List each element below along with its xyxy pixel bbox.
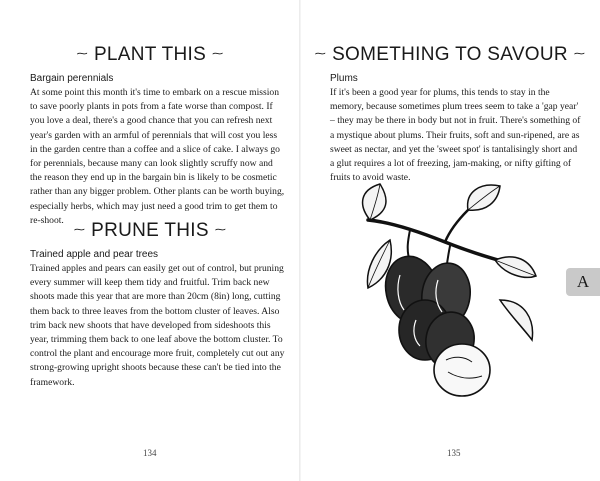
plant-subheading: Bargain perennials [30,73,114,84]
ornament-icon: ⁓ [73,224,86,236]
ornament-icon: ⁓ [212,48,224,60]
prune-this-heading: ⁓ PRUNE THIS ⁓ [0,220,300,242]
section-tab-letter: A [576,272,590,291]
page-number-left: 134 [143,448,157,458]
section-tab [566,268,600,296]
ornament-icon: ⁓ [214,224,227,236]
ornament-icon: ⁓ [573,48,586,60]
plant-this-heading: ⁓ PLANT THIS ⁓ [0,44,300,66]
ornament-icon: ⁓ [314,48,327,60]
plums-body-text: If it's been a good year for plums, this tends to stay in the memory, because sometimes plum trees seem to take a 'gap year' – they may be there in body but not in fruit. There's something of a mystique about plums. Their fruits, soft and sun-ripened, are as sweet as nectar, and yet the 'sweet spot' is tantalisingly short and a glut requires a lot of freezing, jam-making, or nifty gifting of fruits to avoid waste. [330,87,581,184]
page-number-right: 135 [447,448,461,458]
prune-subheading: Trained apple and pear trees [30,249,159,260]
plums-subheading: Plums [330,73,358,84]
prune-body-text: Trained apples and pears can easily get out of control, but pruning every summer will keep them tidy and fruitful. Trim back new shoots made this year that are more than 20cm (8in) long, cutting them back to three leaves from the bottom cluster of leaves. Also trim back new shoots that have developed from sideshoots this year, trimming them back to one leaf above the bottom cluster. To control the plant and encourage more fruit, completely cut out any strong-growing upright shoots because these can't be tied into the framework. [30,263,285,388]
plant-body-text: At some point this month it's time to embark on a rescue mission to save poorly plants in pots from a fate worse than compost. If you love a deal, there's a good chance that you can refresh next year's garden with an armful of perennials that will cost you less in the garden centre than a coffee and a slice of cake. I always go for perennials, because many can look slightly scruffy now and the reason they end up in the bargain bin is likely to be cosmetic rather than any bigger problem. Other plants can be worth buying, especially herbs, which may just need a good trim to get them to re-shoot. [30,87,285,226]
ornament-icon: ⁓ [76,48,88,60]
plum-fruit-icon [379,251,490,396]
plum-branch-illustration [350,180,540,400]
something-to-savour-heading: ⁓ SOMETHING TO SAVOUR ⁓ [300,44,600,66]
